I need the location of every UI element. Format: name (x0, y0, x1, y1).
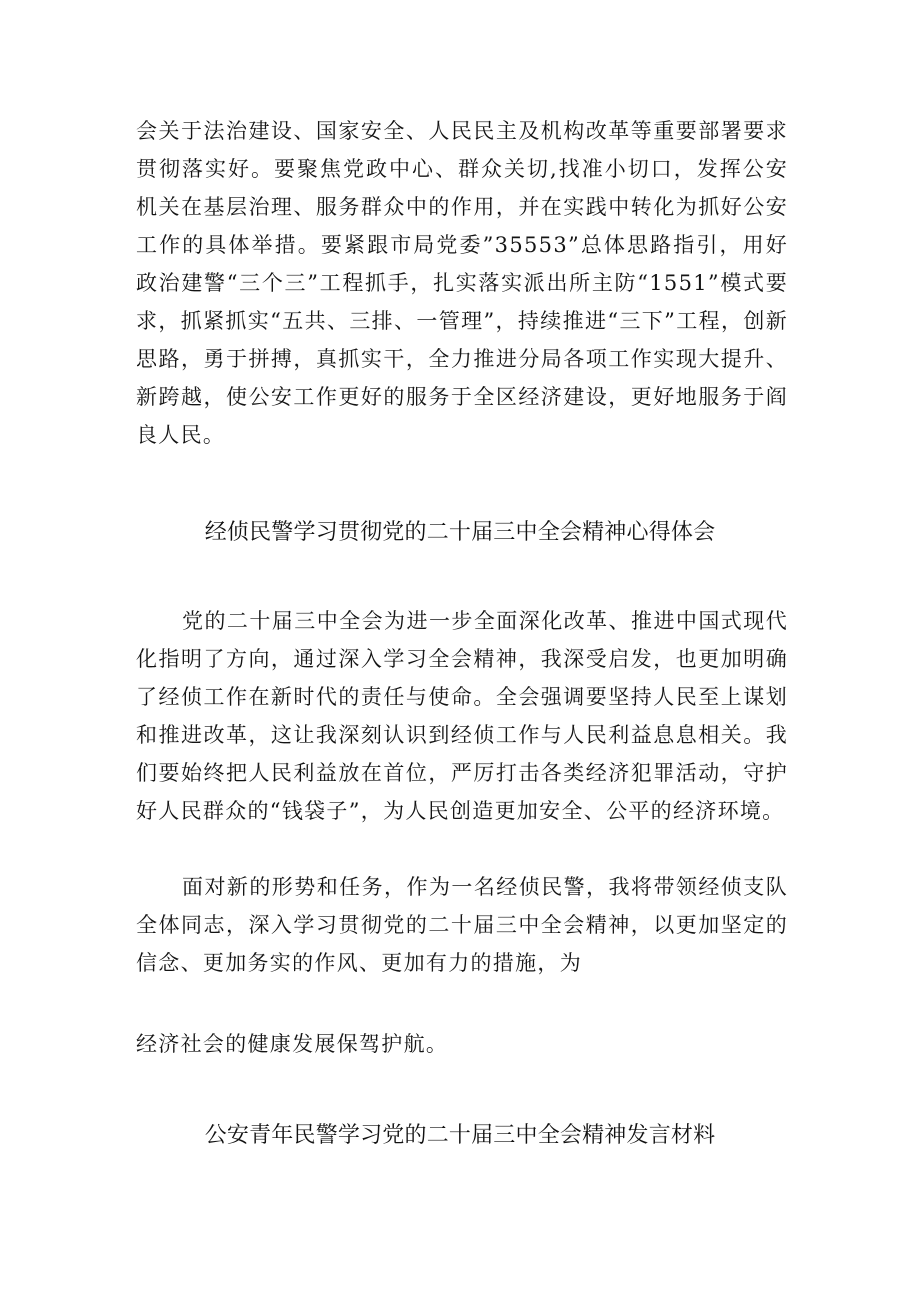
paragraph-plenary-session-insight: 党的二十届三中全会为进一步全面深化改革、推进中国式现代化指明了方向，通过深入学习全会精神，我深受启发，也更加明确了经侦工作在新时代的责任与使命。全会强调要坚持人民至上谋划和推进改革，这让我深刻认识到经侦工作与人民利益息息相关。我们要始终把人民利益放在首位，严厉打击各类经济犯罪活动，守护好人民群众的“钱袋子”，为人民创造更加安全、公平的经济环境。 (136, 609, 788, 823)
section-heading-young-police-speech: 公安青年民警学习党的二十届三中全会精神发言材料 (204, 1123, 716, 1148)
paragraph-new-situation-tasks: 面对新的形势和任务，作为一名经侦民警，我将带领经侦支队全体同志，深入学习贯彻党的二十届三中全会精神，以更加坚定的信念、更加务实的作风、更加有力的措施，为 (136, 875, 788, 975)
paragraph-continued-policing-work: 会关于法治建设、国家安全、人民民主及机构改革等重要部署要求贯彻落实好。要聚焦党政中心、群众关切,找准小切口，发挥公安机关在基层治理、服务群众中的作用，并在实践中转化为抓好公安工作的具体举措。要紧跟市局党委”35553”总体思路指引，用好政治建警“三个三”工程抓手，扎实落实派出所主防“1551”模式要求，抓紧抓实“五共、三排、一管理”，持续推进“三下”工程，创新思路，勇于拼搏，真抓实干，全力推进分局各项工作实现大提升、新跨越，使公安工作更好的服务于全区经济建设，更好地服务于阎良人民。 (136, 119, 788, 447)
section-heading-economic-crime-police: 经侦民警学习贯彻党的二十届三中全会精神心得体会 (204, 520, 716, 545)
paragraph-closing-line: 经济社会的健康发展保驾护航。 (136, 1032, 449, 1056)
